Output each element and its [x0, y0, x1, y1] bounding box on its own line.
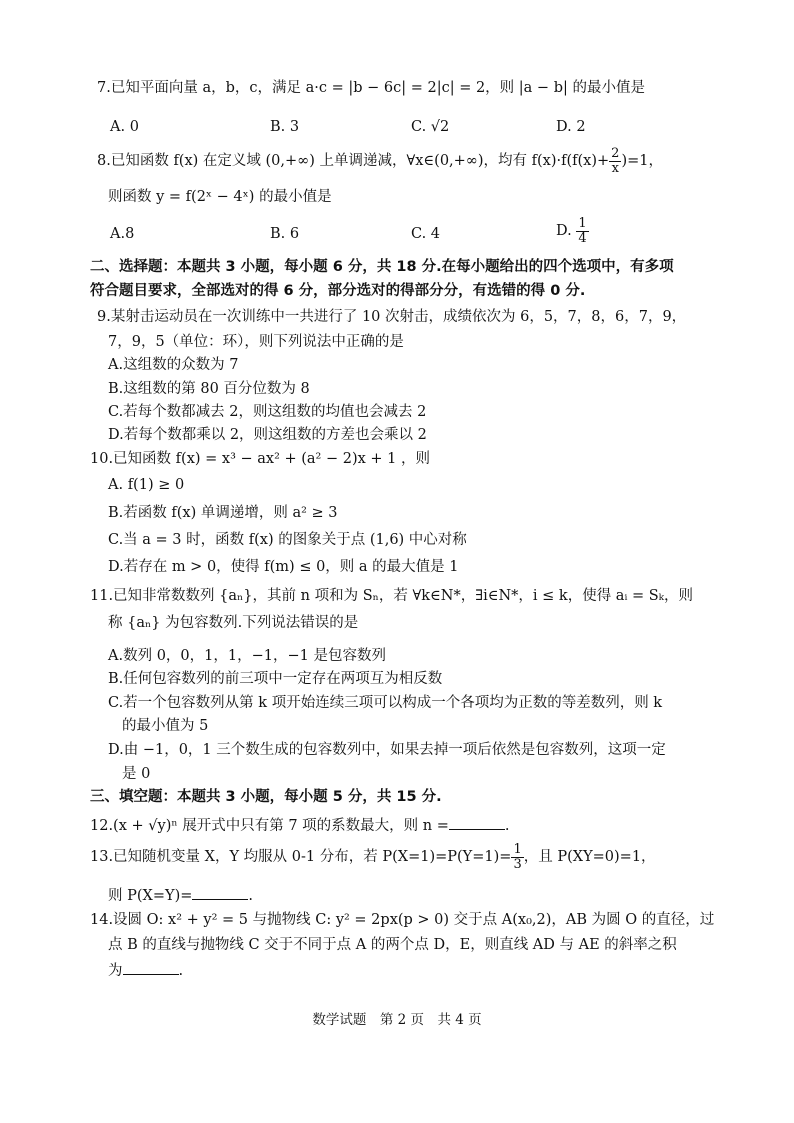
page-footer: 数学试题 第 2 页 共 4 页: [312, 1012, 482, 1028]
answer-blank: [449, 817, 505, 830]
question-9-option-b: B.这组数的第 80 百分位数为 8: [108, 381, 310, 397]
section-2-heading-line1: 二、选择题：本题共 3 小题，每小题 6 分，共 18 分.在每小题给出的四个选项中，有多项: [90, 259, 674, 275]
question-12-stem: [90, 817, 510, 834]
question-9-stem-line1: 9.某射击运动员在一次训练中一共进行了 10 次射击，成绩依次为 6，5，7，8，6，7，9，: [97, 309, 687, 325]
question-10-option-d: D.若存在 m > 0，使得 f(m) ≤ 0，则 a 的最大值是 1: [108, 559, 459, 575]
question-8-stem-line2: 则函数 y = f(2ˣ − 4ˣ) 的最小值是: [108, 189, 332, 205]
question-13-stem: [90, 842, 656, 872]
question-12-end: .: [504, 818, 510, 834]
section-3-heading: 三、填空题：本题共 3 小题，每小题 5 分，共 15 分.: [90, 789, 442, 805]
question-8-option-d: [556, 216, 589, 246]
question-14-stem-line2: 点 B 的直线与抛物线 C 交于不同于点 A 的两个点 D，E，则直线 AD 与 AE 的斜率之积: [108, 937, 677, 953]
question-13-stem-line2: [108, 887, 253, 904]
question-9-option-c: C.若每个数都减去 2，则这组数的均值也会减去 2: [108, 404, 427, 420]
question-8-stem: [97, 146, 663, 176]
fraction-denominator: 4: [578, 230, 587, 246]
question-7-option-c: C. √2: [411, 119, 450, 135]
question-10-option-a: A. f(1) ≥ 0: [108, 477, 185, 493]
question-14-stem-line3: [108, 962, 183, 979]
question-7-option-d: D. 2: [556, 119, 586, 135]
question-11-stem-line1: 11.已知非常数数列 {aₙ}，其前 n 项和为 Sₙ，若 ∀k∈N*，∃i∈N*，i ≤ k，使得 aᵢ = Sₖ，则: [90, 588, 693, 604]
question-7-option-b: B. 3: [270, 119, 300, 135]
question-11-option-d-line2: 是 0: [122, 766, 151, 782]
question-8-fraction: [609, 147, 621, 175]
question-7-option-a: A. 0: [110, 119, 139, 135]
question-13-fraction: [511, 843, 523, 871]
fraction-numerator: 1: [578, 215, 587, 231]
question-13-end: .: [248, 888, 253, 904]
question-8-option-c: C. 4: [411, 226, 441, 242]
answer-blank: [192, 887, 248, 900]
question-11-stem-line2: 称 {aₙ} 为包容数列.下列说法错误的是: [108, 615, 359, 631]
question-11-option-c-line1: C.若一个包容数列从第 k 项开始连续三项可以构成一个各项均为正数的等差数列，则 k: [108, 695, 663, 711]
question-13-text-b: ，且 P(XY=0)=1，: [523, 849, 656, 865]
question-8-stem-part-b: )=1，: [621, 153, 663, 169]
fraction-denominator: 3: [513, 856, 522, 872]
question-13-text-a: 13.已知随机变量 X，Y 均服从 0-1 分布，若 P(X=1)=P(Y=1)=: [90, 849, 512, 865]
question-11-option-c-line2: 的最小值为 5: [122, 718, 209, 734]
question-11-option-a: A.数列 0，0，1，1，−1，−1 是包容数列: [108, 648, 386, 664]
fraction-numerator: 2: [611, 145, 620, 161]
question-8-option-b: B. 6: [270, 226, 300, 242]
answer-blank: [123, 962, 179, 975]
section-2-heading-line2: 符合题目要求，全部选对的得 6 分，部分选对的得部分分，有选错的得 0 分.: [90, 283, 586, 299]
question-8-stem-part-a: 8.已知函数 f(x) 在定义域 (0,+∞) 上单调递减，∀x∈(0,+∞)，均有 f(x)·f(f(x)+: [97, 153, 610, 169]
question-14-end: .: [178, 963, 184, 979]
question-13-text-c: 则 P(X=Y)=: [108, 888, 193, 904]
fraction-denominator: x: [611, 160, 619, 176]
option-d-fraction: [576, 217, 588, 245]
question-9-option-a: A.这组数的众数为 7: [108, 357, 239, 373]
question-14-text: 为: [108, 963, 123, 979]
question-9-option-d: D.若每个数都乘以 2，则这组数的方差也会乘以 2: [108, 427, 427, 443]
question-10-stem: 10.已知函数 f(x) = x³ − ax² + (a² − 2)x + 1 ，则: [90, 451, 430, 467]
question-9-stem-line2: 7，9，5（单位：环），则下列说法中正确的是: [108, 334, 404, 350]
question-12-text: 12.(x + √y)ⁿ 展开式中只有第 7 项的系数最大，则 n =: [90, 818, 449, 834]
question-7-stem: 7.已知平面向量 a，b，c，满足 a·c = |b − 6c| = 2|c| = 2，则 |a − b| 的最小值是: [97, 80, 645, 96]
fraction-numerator: 1: [513, 841, 522, 857]
question-14-stem-line1: 14.设圆 O: x² + y² = 5 与抛物线 C: y² = 2px(p > 0) 交于点 A(x₀,2)，AB 为圆 O 的直径，过: [90, 912, 715, 928]
question-11-option-d-line1: D.由 −1，0，1 三个数生成的包容数列中，如果去掉一项后依然是包容数列，这项一定: [108, 742, 666, 758]
question-10-option-b: B.若函数 f(x) 单调递增，则 a² ≥ 3: [108, 505, 338, 521]
question-11-option-b: B.任何包容数列的前三项中一定存在两项互为相反数: [108, 671, 443, 687]
option-d-label: D.: [556, 223, 572, 239]
question-10-option-c: C.当 a = 3 时，函数 f(x) 的图象关于点 (1,6) 中心对称: [108, 532, 467, 548]
question-8-option-a: A.8: [110, 226, 135, 242]
